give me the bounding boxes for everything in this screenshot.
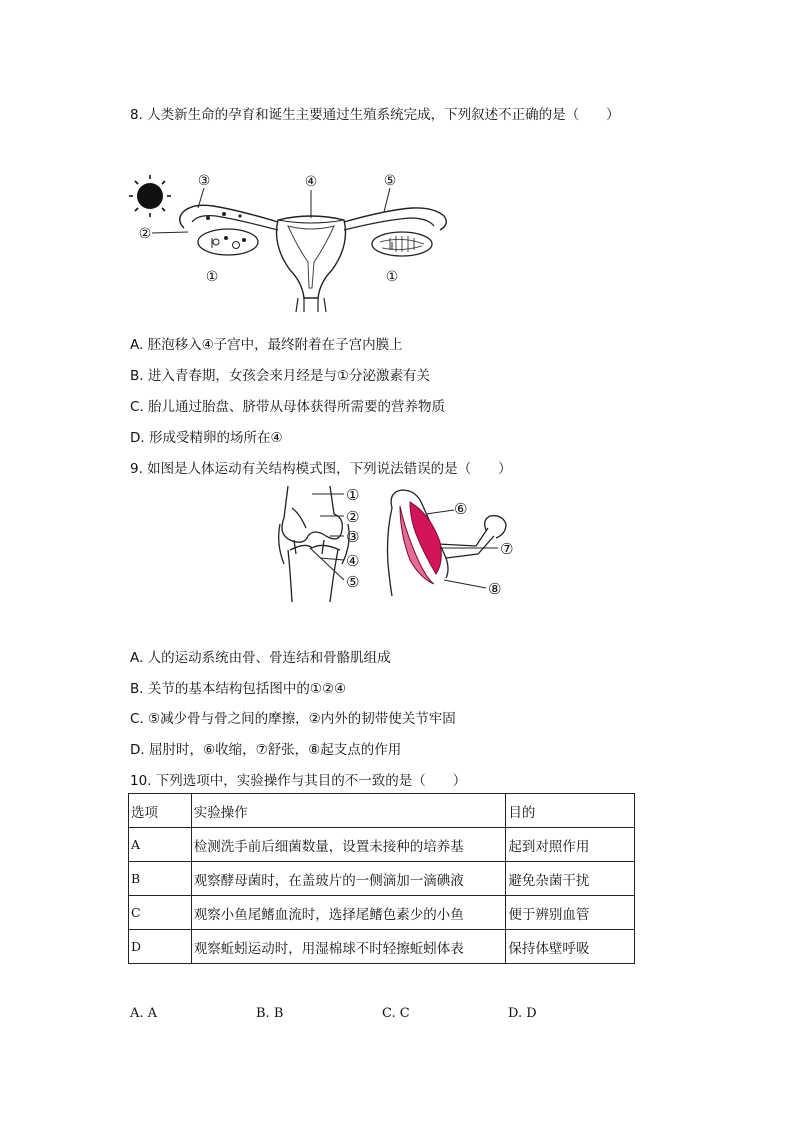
fig9-label-2: ② [346,508,360,526]
table-header-cell: 选项 [129,794,192,828]
table-header-row [129,794,635,828]
table-cell: A [129,828,192,862]
q8-option-d: D. 形成受精卵的场所在④ [130,430,283,446]
fig8-label-4: ④ [304,174,318,190]
fig8-label-2: ② [138,226,152,242]
q8-option-c: C. 胎儿通过胎盘、脐带从母体获得所需要的营养物质 [130,399,446,415]
fig9-label-1: ① [346,486,360,504]
q9-option-a: A. 人的运动系统由骨、骨连结和骨骼肌组成 [130,650,391,666]
q10-option-b: B. B [256,1006,284,1021]
q8-stem: 8. 人类新生命的孕育和诞生主要通过生殖系统完成，下列叙述不正确的是（ ） [130,107,620,123]
q8-option-b: B. 进入青春期，女孩会来月经是与①分泌激素有关 [130,368,430,384]
fig9-label-8: ⑧ [488,580,502,598]
fig8-label-3: ③ [197,173,211,189]
sun-icon [129,175,171,217]
left-oviduct [180,205,278,228]
q10-stem: 10. 下列选项中，实验操作与其目的不一致的是（ ） [130,773,467,789]
table-row [129,828,635,862]
table-cell: C [129,896,192,930]
table-header-cell: 实验操作 [191,794,506,828]
table-cell: 观察蚯蚓运动时，用湿棉球不时轻擦蚯蚓体表 [191,930,506,964]
table-cell: 起到对照作用 [506,828,635,862]
female-reproductive-diagram [128,170,458,315]
q10-option-a: A. A [130,1006,158,1021]
experiment-table [128,793,635,964]
table-row [129,930,635,964]
q8-option-a: A. 胚泡移入④子宫中，最终附着在子宫内膜上 [130,337,403,353]
table-cell: 保持体壁呼吸 [506,930,635,964]
fig9-label-6: ⑥ [454,500,468,518]
uterus-shape [277,216,346,298]
q9-option-d: D. 屈肘时，⑥收缩，⑦舒张，⑧起支点的作用 [130,742,402,758]
q9-option-c: C. ⑤减少骨与骨之间的摩擦，②内外的韧带使关节牢固 [130,711,456,727]
left-ovary [198,229,258,255]
fig9-label-3: ③ [346,528,360,546]
fig8-label-5: ⑤ [383,173,397,189]
fig8-label-1-right: ① [385,269,399,285]
table-cell: 观察小鱼尾鳍血流时，选择尾鳍色素少的小鱼 [191,896,506,930]
fig8-label-1-left: ① [205,269,219,285]
joint-and-arm-diagram [260,484,530,604]
table-cell: D [129,930,192,964]
q10-option-c: C. C [382,1006,410,1021]
knee-joint [279,486,349,602]
fig9-label-7: ⑦ [500,540,514,558]
table-header-cell: 目的 [506,794,635,828]
q10-option-d: D. D [508,1006,537,1021]
table-row [129,896,635,930]
table-cell: B [129,862,192,896]
table-cell: 观察酵母菌时，在盖玻片的一侧滴加一滴碘液 [191,862,506,896]
table-cell: 避免杂菌干扰 [506,862,635,896]
fig9-label-4: ④ [346,552,360,570]
fig9-label-5: ⑤ [346,573,360,591]
table-cell: 检测洗手前后细菌数量，设置未接种的培养基 [191,828,506,862]
table-row [129,862,635,896]
table-cell: 便于辨别血管 [506,896,635,930]
q9-option-b: B. 关节的基本结构包括图中的①②④ [130,681,347,697]
q9-stem: 9. 如图是人体运动有关结构模式图，下列说法错误的是（ ） [130,461,512,477]
